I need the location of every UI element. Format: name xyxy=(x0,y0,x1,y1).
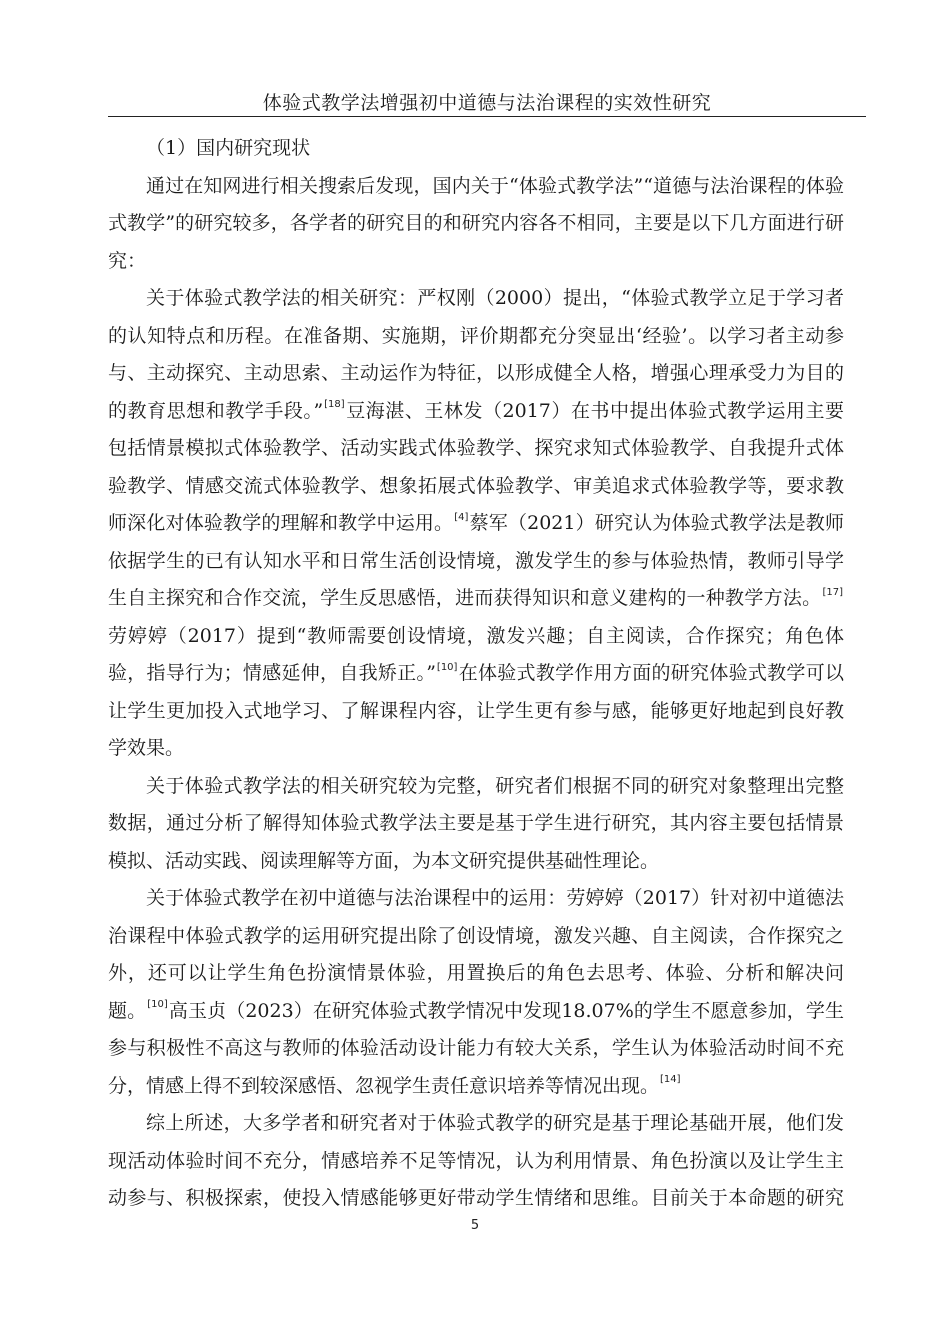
body-text xyxy=(108,130,844,1218)
running-header: 体验式教学法增强初中道德与法治课程的实效性研究 xyxy=(262,92,712,114)
citation-18: [18] xyxy=(324,399,345,411)
paragraph-2-text-3: 蔡军（2021）研究认为体验式教学法是教师依据学生的已有认知水平和日常生活创设情境，激发学生的参与体验热情，教师引导学生自主探究和合作交流，学生反思感悟，进而获得知识和意义建构的一种教学方法。 xyxy=(108,512,844,609)
paragraph-3: 关于体验式教学法的相关研究较为完整，研究者们根据不同的研究对象整理出完整数据，通过分析了解得知体验式教学法主要是基于学生进行研究，其内容主要包括情景模拟、活动实践、阅读理解等方面，为本文研究提供基础性理论。 xyxy=(108,774,844,872)
citation-10: [10] xyxy=(147,999,168,1011)
paragraph-2-text-1: 关于体验式教学法的相关研究：严权刚（2000）提出，“体验式教学立足于学习者的认知特点和历程。在准备期、实施期，评价期都充分突显出‘经验’。以学习者主动参与、主动探究、主动思索、主动运作为特征，以形成健全人格，增强心理承受力为目的的教育思想和教学手段。” xyxy=(108,287,844,422)
section-heading: （1）国内研究现状 xyxy=(146,137,311,159)
header-rule xyxy=(108,116,866,117)
paragraph-5: 综上所述，大多学者和研究者对于体验式教学的研究是基于理论基础开展，他们发现活动体验时间不充分，情感培养不足等情况，认为利用情景、角色扮演以及让学生主动参与、积极探索，使投入情感能够更好带动学生情绪和思维。目前关于本命题的研究 xyxy=(108,1112,844,1209)
paragraph-4-text-2: 高玉贞（2023）在研究体验式教学情况中发现18.07%的学生不愿意参加，学生参与积极性不高这与教师的体验活动设计能力有较大关系，学生认为体验活动时间不充分，情感上得不到较深感悟、忽视学生责任意识培养等情况出现。 xyxy=(108,999,844,1097)
page-number: 5 xyxy=(470,1218,480,1233)
paragraph-2 xyxy=(108,280,844,768)
paragraph-4-text-1: 关于体验式教学在初中道德与法治课程中的运用：劳婷婷（2017）针对初中道德法治课程中体验式教学的运用研究提出除了创设情境，激发兴趣、自主阅读，合作探究之外，还可以让学生角色扮演情景体验，用置换后的角色去思考、体验、分析和解决问题。 xyxy=(108,887,844,1022)
paragraph-1: 通过在知网进行相关搜索后发现，国内关于“体验式教学法”“道德与法治课程的体验式教学”的研究较多，各学者的研究目的和研究内容各不相同，主要是以下几方面进行研究： xyxy=(108,174,844,272)
paragraph-2-text-4: 劳婷婷（2017）提到“教师需要创设情境，激发兴趣；自主阅读，合作探究；角色体验，指导行为；情感延伸，自我矫正。” xyxy=(108,624,844,684)
citation-10: [10] xyxy=(436,661,458,673)
paragraph-2-text-2: 豆海湛、王林发（2017）在书中提出体验式教学运用主要包括情景模拟式体验教学、活动实践式体验教学、探究求知式体验教学、自我提升式体验教学、情感交流式体验教学、想象拓展式体验教学、审美追求式体验教学等，要求教师深化对体验教学的理解和教学中运用。 xyxy=(108,399,844,534)
citation-4: [4] xyxy=(454,511,469,523)
citation-14: [14] xyxy=(660,1074,681,1086)
paragraph-2-text-5: 在体验式教学作用方面的研究体验式教学可以让学生更加投入式地学习、了解课程内容，让学生更有参与感，能够更好地起到良好教学效果。 xyxy=(108,662,844,759)
paragraph-4 xyxy=(108,880,844,1105)
citation-17: [17] xyxy=(822,586,843,598)
